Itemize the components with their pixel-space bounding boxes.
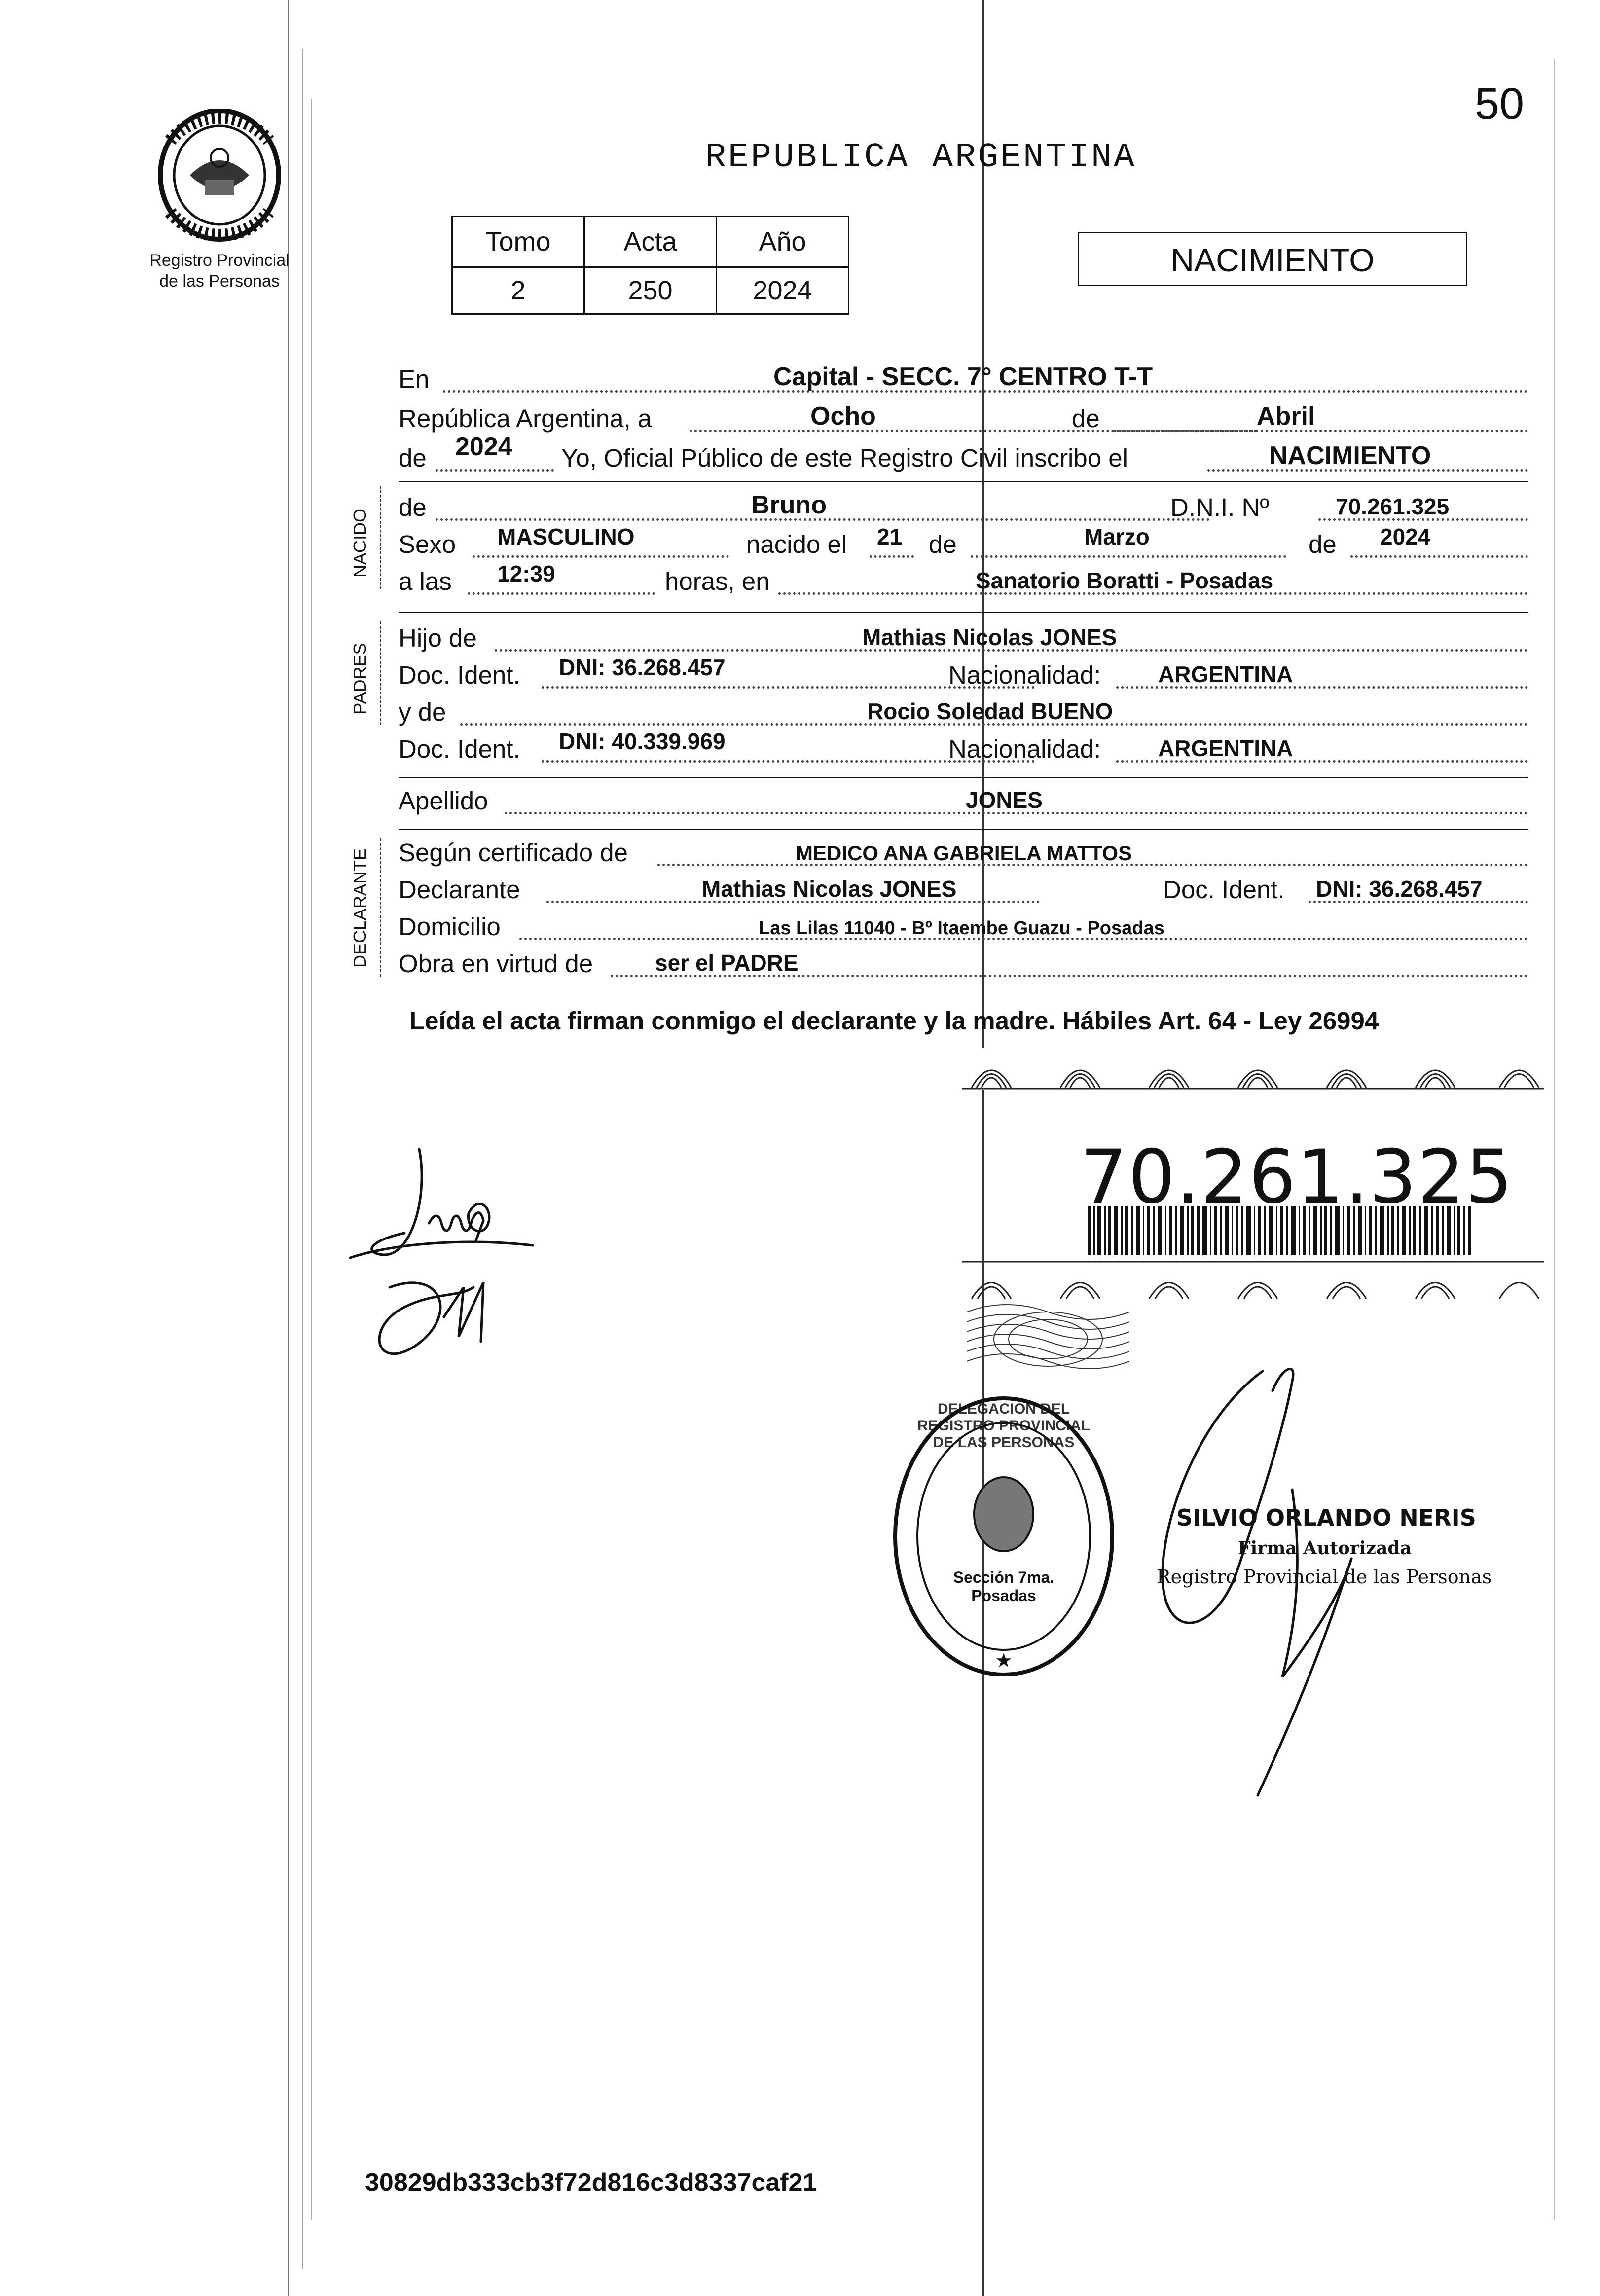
record-type-box: NACIMIENTO [1078, 232, 1467, 286]
book-header-ano: Año [717, 217, 849, 267]
de4-label: de [1309, 530, 1337, 558]
official-name: SILVIO ORLANDO NERIS [1176, 1504, 1476, 1531]
dotted-line [971, 555, 1286, 558]
sex-value: MASCULINO [497, 524, 635, 549]
margin-line-2 [302, 49, 303, 2269]
month-word-value: Abril [1257, 402, 1315, 431]
emblem-caption-2: de las Personas [159, 272, 280, 291]
de2-label: de [399, 444, 427, 472]
capacity-value: ser el PADRE [655, 950, 799, 976]
place-value: Capital - SECC. 7° CENTRO T-T [773, 363, 1153, 391]
bracket-nacido [380, 486, 381, 589]
father-doc-value: DNI: 36.268.457 [559, 655, 726, 680]
provincial-emblem-icon [150, 106, 289, 244]
birth-place-value: Sanatorio Boratti - Posadas [976, 568, 1273, 593]
row-father-doc [399, 656, 1528, 695]
horas-label: horas, en [665, 567, 770, 595]
row-date [399, 400, 1528, 439]
dotted-line [870, 555, 914, 558]
obra-label: Obra en virtud de [399, 949, 593, 978]
apellido-label: Apellido [399, 787, 488, 815]
seal-inner-text: Sección 7ma. Posadas [953, 1568, 1055, 1604]
surname-value: JONES [966, 787, 1043, 813]
book-header-acta: Acta [584, 217, 717, 267]
security-strip [962, 1048, 1544, 1093]
row-declarant [399, 871, 1528, 910]
section-tag-declarante: DECLARANTE [350, 848, 370, 968]
day-word-value: Ocho [810, 402, 876, 431]
rule-line [399, 481, 1528, 482]
guilloche-top-icon [962, 1048, 1544, 1090]
declarant-signature-icon [345, 1139, 582, 1396]
declarant-doc-value: DNI: 36.268.457 [1316, 876, 1483, 902]
closing-text: Leída el acta firman conmigo el declarante y la madre. Hábiles Art. 64 - Ley 26994 [409, 1007, 1379, 1035]
country-title: REPUBLICA ARGENTINA [705, 138, 1137, 177]
mother-name-value: Rocio Soledad BUENO [867, 698, 1113, 724]
rule-line [399, 777, 1528, 778]
row-capacity [399, 945, 1528, 984]
margin-line-1 [288, 0, 289, 2296]
scan-fold-line [982, 0, 984, 2296]
page-number: 50 [1475, 79, 1525, 129]
official-role: Firma Autorizada [1238, 1538, 1412, 1559]
mother-doc-value: DNI: 40.339.969 [559, 729, 726, 754]
de-name-label: de [399, 493, 427, 521]
year-value: 2024 [455, 433, 512, 461]
row-place [399, 360, 1528, 400]
strip-number: 70.261.325 [1080, 1134, 1514, 1220]
father-name-value: Mathias Nicolas JONES [862, 624, 1117, 650]
book-value-tomo: 2 [452, 267, 584, 314]
hijo-label: Hijo de [399, 624, 477, 652]
document-hash: 30829db333cb3f72d816c3d8337caf21 [365, 2168, 817, 2197]
dni-label: D.N.I. Nº [1170, 493, 1269, 521]
row-inscription [399, 433, 1528, 478]
section-tag-padres: PADRES [350, 643, 370, 715]
emblem-caption-1: Registro Provincial [149, 251, 290, 270]
nacido-label: nacido el [746, 530, 847, 558]
margin-line-right [1554, 59, 1555, 2220]
alas-label: a las [399, 567, 452, 595]
dotted-line [436, 469, 554, 472]
book-table [451, 216, 849, 315]
birth-day-value: 21 [877, 524, 903, 549]
bracket-padres [380, 621, 381, 725]
certificate-value: MEDICO ANA GABRIELA MATTOS [796, 841, 1132, 865]
rule-line [399, 612, 1528, 613]
nac1-label: Nacionalidad: [948, 661, 1101, 689]
dotted-line [473, 555, 729, 558]
doc1-label: Doc. Ident. [399, 661, 520, 689]
dotted-line [1114, 430, 1528, 432]
seal-ring-text: DELEGACION DEL REGISTRO PROVINCIAL DE LAS PERSONAS [917, 1401, 1091, 1451]
svg-text:★: ★ [995, 1650, 1013, 1672]
address-value: Las Lilas 11040 - Bº Itaembe Guazu - Posadas [759, 918, 1164, 939]
yo-text: Yo, Oficial Público de este Registro Civil inscribo el [561, 444, 1128, 472]
emblem-block [138, 106, 301, 292]
row-father [399, 619, 1528, 658]
yde-label: y de [399, 698, 446, 726]
dotted-line [1350, 555, 1528, 558]
de3-label: de [929, 530, 957, 558]
book-header-tomo: Tomo [452, 217, 584, 267]
cert-label: Según certificado de [399, 838, 628, 867]
book-value-ano: 2024 [717, 267, 849, 314]
child-dni-value: 70.261.325 [1336, 494, 1450, 519]
row-time-place [399, 562, 1528, 602]
doc2-label: Doc. Ident. [399, 735, 520, 763]
republica-label: República Argentina, a [399, 404, 652, 433]
declarant-value: Mathias Nicolas JONES [702, 876, 957, 902]
birth-year-value: 2024 [1380, 524, 1431, 549]
birth-time-value: 12:39 [497, 561, 555, 586]
row-address [399, 908, 1528, 947]
sexo-label: Sexo [399, 530, 456, 558]
en-label: En [399, 365, 430, 393]
act-type-value: NACIMIENTO [1269, 441, 1431, 470]
row-surname [399, 782, 1528, 821]
row-birth [399, 525, 1528, 565]
row-certificate [399, 834, 1528, 873]
birth-month-value: Marzo [1084, 524, 1150, 549]
row-mother [399, 693, 1528, 732]
declarante-label: Declarante [399, 875, 520, 904]
bracket-declarante [380, 838, 381, 977]
de-label: de [1072, 404, 1100, 433]
rule-line [399, 829, 1528, 830]
section-tag-nacido: NACIDO [350, 509, 370, 578]
father-nat-value: ARGENTINA [1158, 661, 1293, 687]
child-name-value: Bruno [751, 491, 827, 519]
domicilio-label: Domicilio [399, 912, 501, 941]
row-mother-doc [399, 730, 1528, 769]
security-pattern-icon [967, 1302, 1129, 1376]
book-value-acta: 250 [584, 267, 717, 314]
official-office: Registro Provincial de las Personas [1157, 1566, 1492, 1588]
dotted-line [468, 592, 655, 595]
nac2-label: Nacionalidad: [948, 735, 1101, 763]
doc3-label: Doc. Ident. [1163, 875, 1285, 904]
mother-nat-value: ARGENTINA [1158, 735, 1293, 761]
row-child-name [399, 488, 1528, 528]
guilloche-bottom-icon [962, 1260, 1544, 1300]
margin-line-3 [311, 99, 312, 2220]
